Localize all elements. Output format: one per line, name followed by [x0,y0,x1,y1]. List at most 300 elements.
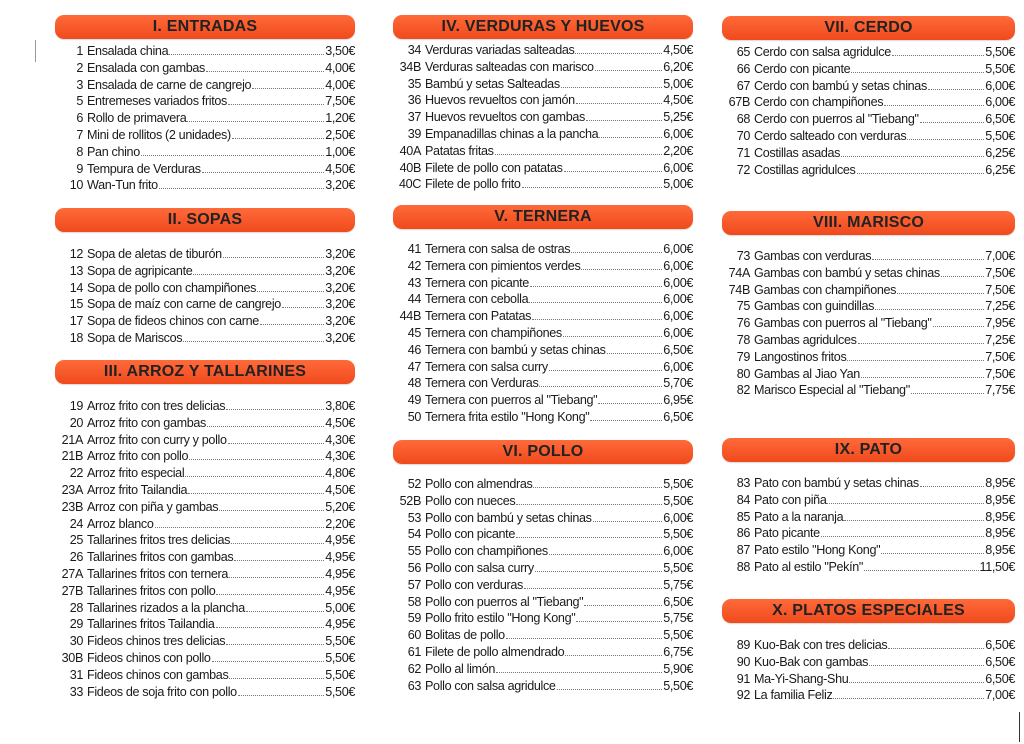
item-name: Pato estilo "Hong Kong" [754,543,881,558]
item-price: 6,50€ [985,638,1015,652]
dot-leader [565,655,662,656]
dot-leader [246,611,324,612]
item-price: 5,50€ [985,45,1015,59]
item-price: 7,50€ [985,265,1015,280]
item-name: Sopa de aletas de tiburón [87,247,222,261]
menu-item [55,533,355,550]
item-price: 6,50€ [663,342,693,357]
item-number: 68 [736,112,750,127]
item-number: 5 [76,94,83,109]
menu-item-list [55,44,355,195]
item-price: 3,20€ [325,280,355,295]
dot-leader [586,120,662,121]
item-name: Filete de pollo con patatas [425,160,563,175]
item-price: 6,25€ [985,162,1015,177]
menu-item [55,634,355,651]
item-name: Pollo con champiñones [425,544,548,559]
item-number: 30B [61,650,83,665]
item-name: Pollo con bambú y setas chinas [425,510,592,525]
item-name: Arroz con piña y gambas [87,499,219,514]
item-price: 5,25€ [663,110,693,125]
menu-item [393,628,693,645]
dot-leader [216,627,325,628]
menu-item [55,399,355,416]
item-name: Sopa de pollo con champiñones [87,280,257,295]
item-name: Pato con bambú y setas chinas [754,476,919,490]
item-name: Gambas con puerros al "Tiebang" [754,316,932,331]
item-number: 19 [69,399,83,413]
item-price: 3,20€ [325,330,355,345]
menu-item [55,78,355,95]
dot-leader [607,353,663,354]
item-price: 5,50€ [325,667,355,682]
item-number: 13 [69,263,83,278]
dot-leader [216,594,324,595]
item-number: 34 [407,43,421,57]
item-number: 21B [61,449,83,464]
dot-leader [506,638,662,639]
item-name: Sopa de agripicante [87,263,193,278]
item-number: 82 [736,383,750,398]
item-price: 4,95€ [325,533,355,548]
dot-leader [575,53,662,54]
item-price: 6,00€ [663,292,693,307]
item-name: Tallarines fritos Tailandia [87,617,215,632]
section-header: VI. POLLO [393,440,693,464]
item-name: Marisco Especial al "Tiebang" [754,383,910,398]
item-price: 3,20€ [325,178,355,193]
item-price: 4,95€ [325,583,355,598]
dot-leader [226,409,324,410]
menu-item [722,146,1015,163]
item-price: 7,50€ [985,366,1015,381]
menu-item [722,476,1015,493]
item-number: 59 [407,611,421,626]
dot-leader [229,678,324,679]
item-price: 3,50€ [325,44,355,58]
item-number: 57 [407,577,421,592]
menu-item-list [722,638,1015,705]
item-name: Cerdo salteado con verduras [754,128,907,143]
item-name: Gambas con guindillas [754,299,875,314]
item-number: 71 [736,145,750,160]
item-number: 43 [407,275,421,290]
menu-item [722,283,1015,300]
item-name: Empanadillas chinas a la pancha [425,126,599,141]
dot-leader [229,577,324,578]
item-price: 2,20€ [663,143,693,158]
menu-item [393,144,693,161]
item-name: Ensalada china [87,44,169,58]
item-price: 7,50€ [985,282,1015,297]
dot-leader [581,269,662,270]
menu-item [55,601,355,618]
menu-item [722,79,1015,96]
dot-leader [219,510,324,511]
item-name: Bolitas de pollo [425,628,505,643]
dot-leader [188,493,324,494]
item-number: 7 [76,127,83,142]
item-name: Arroz frito con curry y pollo [87,432,227,447]
dot-leader [549,554,662,555]
item-name: Gambas al Jiao Yan [754,366,860,381]
item-name: Ternera con puerros al "Tiebang" [425,393,598,408]
item-price: 6,00€ [663,126,693,141]
item-price: 4,50€ [663,93,693,108]
menu-item [55,297,355,314]
item-number: 12 [69,247,83,261]
dot-leader [260,324,324,325]
menu-item-list [722,45,1015,179]
item-name: Pato con piña [754,492,827,507]
item-name: Ternera con salsa curry [425,359,548,374]
dot-leader [844,520,984,521]
menu-item [393,410,693,427]
menu-item [393,511,693,528]
menu-item [722,95,1015,112]
menu-item [55,44,355,61]
item-price: 5,50€ [325,684,355,699]
menu-item [722,112,1015,129]
item-number: 83 [736,476,750,490]
menu-item [393,343,693,360]
dot-leader [495,154,663,155]
item-number: 67 [736,78,750,93]
item-number: 15 [69,297,83,312]
item-price: 4,30€ [325,449,355,464]
dot-leader [159,188,324,189]
item-price: 4,95€ [325,566,355,581]
item-number: 61 [407,644,421,659]
menu-item [393,77,693,94]
item-price: 4,95€ [325,617,355,632]
item-name: Pato a la naranja [754,509,844,524]
menu-section [722,599,1015,705]
item-number: 56 [407,560,421,575]
item-number: 91 [736,671,750,686]
item-number: 36 [407,93,421,108]
dot-leader [549,370,662,371]
menu-section [55,360,355,701]
item-price: 5,75€ [663,577,693,592]
dot-leader [841,156,984,157]
item-price: 5,00€ [663,177,693,192]
item-price: 7,50€ [325,94,355,109]
item-price: 2,20€ [325,516,355,531]
item-name: Pollo con verduras [425,577,524,592]
item-name: Fideos chinos con gambas [87,667,229,682]
dot-leader [864,570,978,571]
menu-item [722,510,1015,527]
dot-leader [892,55,984,56]
item-number: 27A [61,566,83,581]
item-price: 5,00€ [325,600,355,615]
item-name: Arroz frito con tres delicias [87,399,226,413]
menu-item [722,350,1015,367]
menu-item [393,578,693,595]
item-price: 5,50€ [985,61,1015,76]
item-price: 8,95€ [985,476,1015,490]
dot-leader [857,173,985,174]
item-price: 6,25€ [985,145,1015,160]
item-name: Cerdo con champiñones [754,95,884,110]
item-price: 4,50€ [325,161,355,176]
menu-item [55,247,355,264]
item-number: 52 [407,477,421,491]
menu-item [393,292,693,309]
dot-leader [851,72,984,73]
dot-leader [183,341,324,342]
menu-item [55,483,355,500]
dot-leader [282,307,324,308]
item-number: 40B [399,160,421,175]
item-price: 8,95€ [985,526,1015,541]
menu-item [393,477,693,494]
menu-item [393,326,693,343]
item-name: Ternera con picante [425,275,529,290]
item-number: 72 [736,162,750,177]
item-number: 41 [407,242,421,256]
item-price: 6,50€ [985,112,1015,127]
dot-leader [252,88,324,89]
item-price: 8,95€ [985,492,1015,507]
menu-item [55,466,355,483]
dot-leader [223,257,324,258]
item-number: 63 [407,678,421,693]
item-name: Langostinos fritos [754,349,847,364]
item-name: Pollo con salsa agridulce [425,678,556,693]
dot-leader [564,171,663,172]
dot-leader [524,588,662,589]
item-price: 6,00€ [663,258,693,273]
item-name: Costillas agridulces [754,162,856,177]
dot-leader [228,104,324,105]
item-price: 5,20€ [325,499,355,514]
dot-leader [821,536,984,537]
item-price: 6,00€ [663,309,693,324]
dot-leader [185,476,324,477]
item-name: Ternera con champiñones [425,325,562,340]
menu-section [55,208,355,348]
section-header: VII. CERDO [722,16,1015,40]
item-price: 1,20€ [325,111,355,126]
menu-item [55,111,355,128]
menu-item [722,638,1015,655]
menu-item [55,685,355,702]
item-name: Cerdo con picante [754,61,851,76]
item-price: 7,50€ [985,349,1015,364]
menu-item [393,393,693,410]
item-price: 5,50€ [663,493,693,508]
dot-leader [522,187,663,188]
menu-item [722,316,1015,333]
item-name: Pan chino [87,144,140,159]
menu-item-list [393,43,693,194]
item-name: Arroz frito especial [87,466,185,481]
item-number: 48 [407,376,421,391]
item-name: Cerdo con puerros al "Tiebang" [754,112,919,127]
item-name: Tallarines fritos con gambas [87,550,234,565]
item-name: Huevos revueltos con jamón [425,93,575,108]
menu-item [55,281,355,298]
item-name: Tallarines fritos con ternera [87,566,229,581]
dot-leader [875,309,984,310]
item-name: Ternera con pimientos verdes [425,258,581,273]
dot-leader [861,377,984,378]
dot-leader [496,672,662,673]
menu-item [393,376,693,393]
item-name: Tempura de Verduras [87,161,201,176]
menu-item-list [393,242,693,427]
item-price: 4,95€ [325,550,355,565]
item-price: 5,50€ [663,560,693,575]
item-price: 5,50€ [663,477,693,491]
item-name: Rollo de primavera [87,111,187,126]
item-name: Entremeses variados fritos [87,94,227,109]
item-number: 2 [76,60,83,75]
dot-leader [598,403,662,404]
item-name: Arroz frito Tailandia [87,482,188,497]
item-name: Ensalada con gambas [87,60,205,75]
menu-item [722,493,1015,510]
dot-leader [207,426,324,427]
menu-section [722,16,1015,179]
dot-leader [888,648,984,649]
dot-leader [234,560,324,561]
menu-item [722,62,1015,79]
item-number: 74B [728,282,750,297]
dot-leader [231,543,324,544]
dot-leader [232,138,324,139]
item-price: 4,50€ [325,415,355,430]
item-number: 14 [69,280,83,295]
menu-item-list [722,249,1015,400]
dot-leader [881,553,984,554]
item-name: Verduras salteadas con marisco [425,59,594,74]
item-price: 5,90€ [663,661,693,676]
item-number: 73 [736,249,750,263]
item-number: 49 [407,393,421,408]
item-number: 1 [76,44,83,58]
dot-leader [907,139,984,140]
item-number: 21A [61,432,83,447]
item-name: Arroz frito con pollo [87,449,189,464]
menu-item [55,617,355,634]
item-name: Wan-Tun frito [87,178,158,193]
dot-leader [533,487,662,488]
item-name: Ternera con Verduras [425,376,539,391]
item-name: Bambú y setas Salteadas [425,76,560,91]
item-name: Pollo frito estilo "Hong Kong" [425,611,576,626]
dot-leader [516,504,662,505]
menu-item [55,178,355,195]
item-price: 11,50€ [979,559,1015,574]
menu-item-list [55,247,355,348]
item-name: Kuo-Bak con gambas [754,654,869,669]
menu-item [55,314,355,331]
menu-item [393,611,693,628]
item-name: Pato picante [754,526,820,541]
item-number: 67B [728,95,750,110]
item-name: Ternera con Patatas [425,309,532,324]
section-header: V. TERNERA [393,205,693,229]
item-name: Filete de pollo frito [425,177,521,192]
item-price: 5,50€ [663,527,693,542]
item-price: 6,00€ [663,359,693,374]
item-number: 50 [407,409,421,424]
item-price: 6,50€ [985,654,1015,669]
menu-item [722,543,1015,560]
item-price: 6,00€ [985,95,1015,110]
item-price: 6,00€ [663,275,693,290]
menu-item [393,161,693,178]
menu-item [722,299,1015,316]
dot-leader [535,571,662,572]
item-name: Gambas agridulces [754,332,857,347]
dot-leader [593,521,663,522]
dot-leader [169,54,324,55]
menu-section [55,15,355,195]
item-number: 6 [76,111,83,126]
item-price: 6,00€ [663,510,693,525]
item-number: 24 [69,516,83,531]
menu-item [393,544,693,561]
scan-edge-mark [35,40,36,62]
item-name: Ensalada de carne de cangrejo [87,77,252,92]
dot-leader [141,155,324,156]
menu-section [393,440,693,695]
dot-leader [189,459,324,460]
item-number: 29 [69,617,83,632]
item-number: 37 [407,110,421,125]
item-price: 7,25€ [985,299,1015,314]
item-number: 44 [407,292,421,307]
item-number: 8 [76,144,83,159]
menu-item [393,309,693,326]
menu-item [393,276,693,293]
dot-leader [193,274,324,275]
item-number: 52B [399,493,421,508]
menu-item [55,517,355,534]
item-name: La familia Feliz [754,688,833,703]
dot-leader [532,319,662,320]
item-name: Tallarines rizados a la plancha [87,600,245,615]
item-number: 74A [728,265,750,280]
item-number: 75 [736,299,750,314]
item-number: 18 [69,330,83,345]
dot-leader [590,420,662,421]
menu-item [722,672,1015,689]
item-price: 5,70€ [663,376,693,391]
menu-item [722,333,1015,350]
section-header: IV. VERDURAS Y HUEVOS [393,15,693,39]
item-price: 5,50€ [325,650,355,665]
menu-item [393,177,693,194]
item-name: Sopa de maíz con carne de cangrejo [87,297,281,312]
menu-item-list [393,477,693,695]
item-price: 3,20€ [325,247,355,261]
item-price: 5,50€ [985,128,1015,143]
item-name: Cerdo con salsa agridulce [754,45,891,59]
item-name: Arroz blanco [87,516,154,531]
menu-item [722,367,1015,384]
item-number: 79 [736,349,750,364]
menu-item [55,61,355,78]
item-price: 5,75€ [663,611,693,626]
dot-leader [595,70,663,71]
item-price: 6,50€ [663,594,693,609]
menu-item [722,655,1015,672]
